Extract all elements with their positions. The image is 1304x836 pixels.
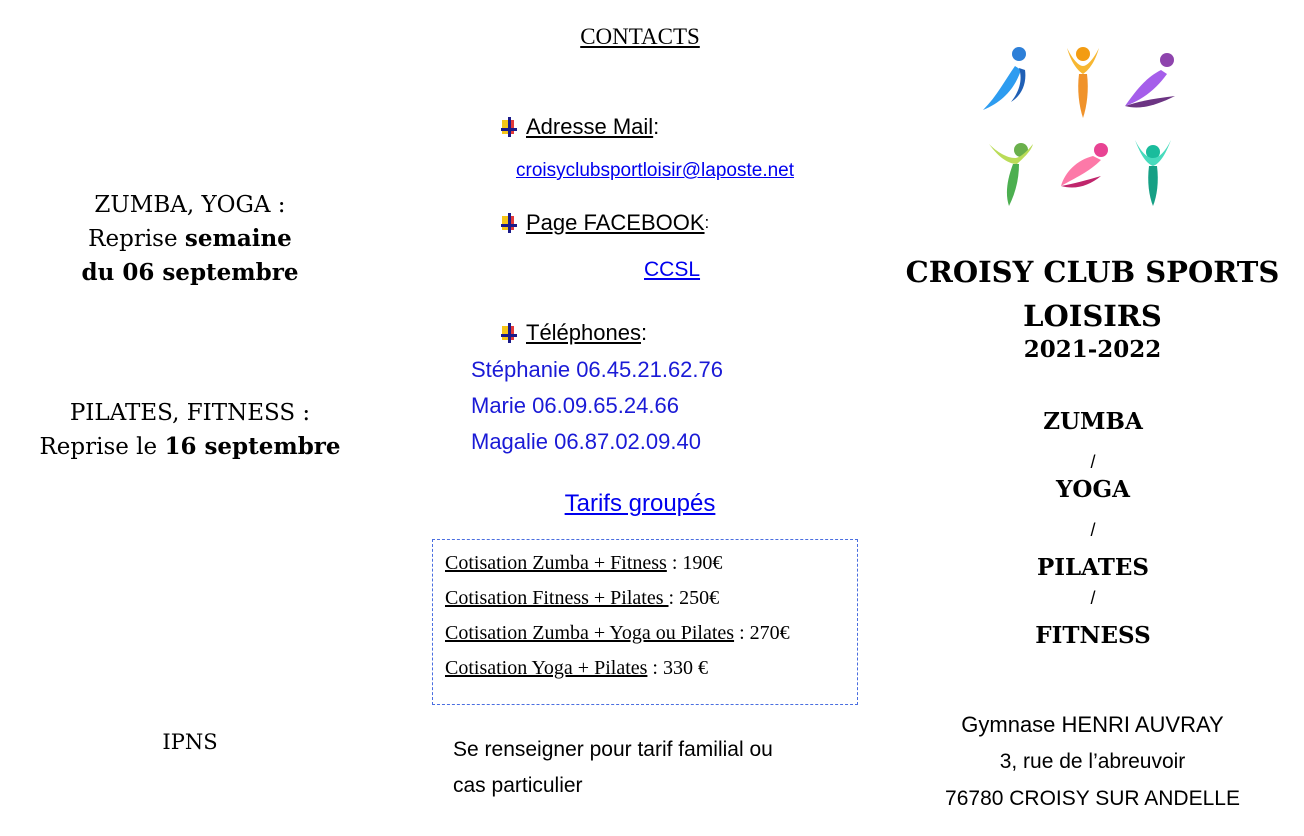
club-title — [895, 250, 1290, 338]
gym-street: 3, rue de l’abreuvoir — [999, 750, 1186, 773]
zumba-yoga-resume-block — [20, 188, 360, 290]
activity-pilates: PILATES — [1036, 554, 1150, 581]
pin-bullet-icon — [500, 116, 518, 138]
family-rate-info — [453, 732, 853, 804]
mail-label-suffix: : — [653, 114, 660, 139]
facebook-link[interactable]: CCSL — [644, 258, 701, 281]
tarif-price: : 330 € — [647, 657, 708, 679]
tarif-price: : 190€ — [666, 552, 723, 574]
tarif-label: Cotisation Fitness + Pilates — [445, 587, 669, 609]
pin-bullet-icon — [500, 322, 518, 344]
resume-date: 16 septembre — [164, 433, 341, 460]
tarif-line — [445, 546, 857, 581]
facebook-label: Page FACEBOOK — [526, 210, 705, 235]
zumba-yoga-heading: ZUMBA, YOGA : — [94, 192, 286, 218]
club-title-line: LOISIRS — [1023, 299, 1162, 333]
activity-separator: / — [1090, 452, 1096, 472]
info-line: cas particulier — [453, 774, 583, 797]
contacts-title: CONTACTS — [580, 24, 700, 49]
resume-week: semaine — [184, 225, 292, 252]
activity-separator: / — [1090, 520, 1096, 540]
info-line: Se renseigner pour tarif familial ou — [453, 738, 773, 761]
activity-zumba: ZUMBA — [1043, 408, 1143, 435]
tarifs-title[interactable]: Tarifs groupés — [564, 490, 716, 517]
pilates-fitness-resume-block — [20, 396, 360, 464]
activity-fitness: FITNESS — [1035, 622, 1151, 649]
phones-row — [500, 320, 647, 346]
facebook-row — [500, 210, 709, 236]
facebook-label-suffix: : — [704, 213, 710, 232]
club-title-line: CROISY CLUB SPORTS — [905, 255, 1280, 289]
gym-address — [900, 706, 1285, 817]
activity-separator: / — [1090, 588, 1096, 608]
pilates-fitness-heading: PILATES, FITNESS : — [69, 400, 311, 426]
tarif-label: Cotisation Zumba + Fitness — [445, 552, 667, 574]
mail-row — [500, 114, 659, 140]
figure-teal-icon — [1135, 140, 1171, 206]
phones-label-suffix: : — [640, 320, 648, 345]
activity-yoga: YOGA — [1056, 476, 1130, 503]
club-season: 2021-2022 — [1023, 336, 1162, 363]
tarif-line — [445, 581, 857, 616]
gym-city: 76780 CROISY SUR ANDELLE — [945, 787, 1240, 810]
figure-pink-icon — [1061, 143, 1108, 188]
figure-purple-icon — [1125, 53, 1175, 108]
tarif-label: Cotisation Zumba + Yoga ou Pilates — [445, 622, 735, 644]
resume-date: du 06 septembre — [81, 259, 299, 286]
phone-magalie: Magalie 06.87.02.09.40 — [471, 429, 701, 454]
gym-name: Gymnase HENRI AUVRAY — [961, 712, 1224, 737]
phone-marie: Marie 06.09.65.24.66 — [471, 393, 679, 418]
ipns-label: IPNS — [162, 730, 218, 754]
tarif-line — [445, 616, 857, 651]
tarif-line — [445, 651, 857, 686]
mail-label: Adresse Mail — [526, 114, 654, 139]
tarif-price: : 270€ — [734, 622, 790, 644]
pin-bullet-icon — [500, 212, 518, 234]
tarifs-box — [432, 539, 858, 705]
phone-stephanie: Stéphanie 06.45.21.62.76 — [471, 357, 724, 382]
resume-prefix: Reprise le — [39, 434, 165, 460]
sport-figures-logo — [975, 40, 1187, 210]
figure-orange-icon — [1067, 47, 1099, 118]
phones-label: Téléphones — [526, 320, 641, 345]
mail-link[interactable]: croisyclubsportloisir@laposte.net — [516, 160, 795, 181]
tarif-price: : 250€ — [668, 587, 720, 609]
figure-blue-icon — [983, 47, 1026, 110]
figure-green-icon — [989, 143, 1033, 206]
tarif-label: Cotisation Yoga + Pilates — [445, 657, 648, 679]
resume-prefix: Reprise — [88, 226, 185, 252]
